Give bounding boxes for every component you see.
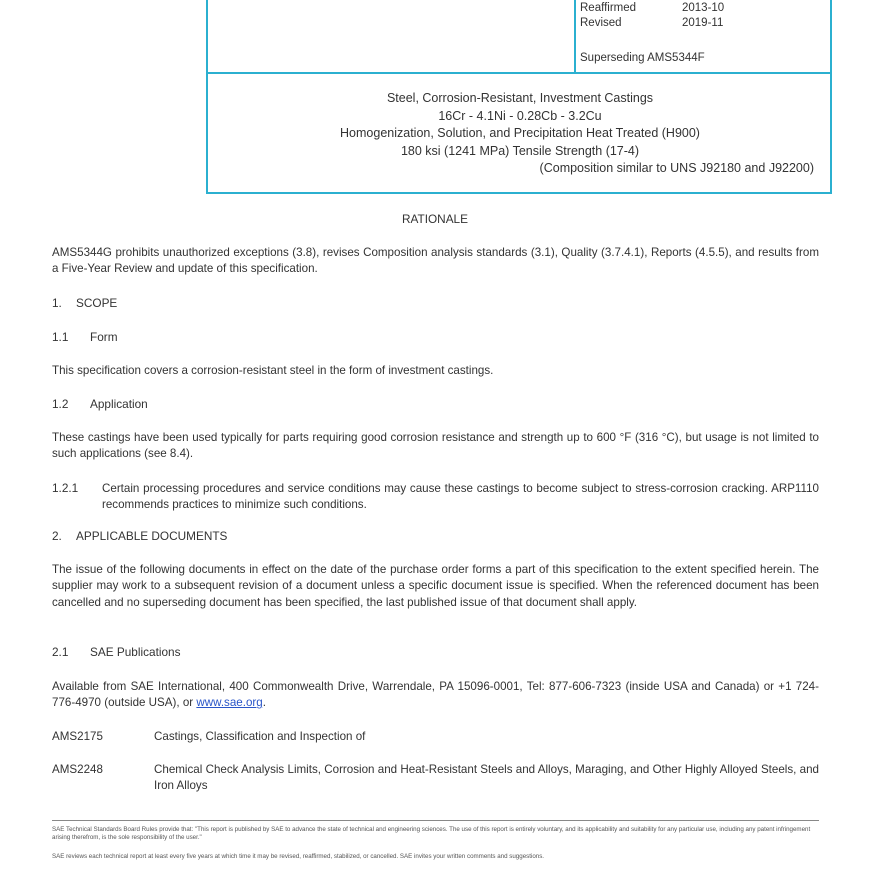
footer-disclaimer: SAE Technical Standards Board Rules provide that: "This report is published by SAE to advance the state of technical and engineering sciences. The use of this report is entirely voluntary, and its applicability and suitability for any particular use, including any patent infringement arising therefrom, is the sole responsibility of the user." <box>52 826 811 841</box>
section-1-1-number: 1.1 <box>52 330 69 344</box>
sae-address-text: Available from SAE International, 400 Commonwealth Drive, Warrendale, PA 15096-0001, Tel: 877-606-7323 (inside USA and Canada) or +1 724-776-4970 (outside USA), or <box>52 680 819 710</box>
section-1-number: 1. <box>52 296 62 310</box>
title-line-2: 16Cr - 4.1Ni - 0.28Cb - 3.2Cu <box>438 108 602 123</box>
section-1-1-text: This specification covers a corrosion-resistant steel in the form of investment castings. <box>52 364 494 377</box>
reference-code-1: AMS2175 <box>52 730 103 743</box>
section-2-title: APPLICABLE DOCUMENTS <box>76 529 228 543</box>
title-block <box>210 90 830 178</box>
header-left-box <box>206 0 576 74</box>
section-1-2-text: These castings have been used typically for parts requiring good corrosion resistance and strength up to 600 °F (316 °C), but usage is not limited to such applications (see 8.4). <box>52 431 819 461</box>
section-2-number: 2. <box>52 529 62 543</box>
section-1-2-title: Application <box>90 397 148 411</box>
title-line-1: Steel, Corrosion-Resistant, Investment Castings <box>386 91 654 105</box>
section-2-1-text <box>52 679 819 712</box>
rationale-heading: RATIONALE <box>402 212 468 226</box>
reference-code-2: AMS2248 <box>52 763 103 776</box>
reaffirmed-label: Reaffirmed <box>580 2 637 14</box>
title-line-3: Homogenization, Solution, and Precipitation Heat Treated (H900) <box>340 126 700 140</box>
reaffirmed-date: 2013-10 <box>682 2 725 14</box>
superseding-note: Superseding AMS5344F <box>580 52 705 64</box>
title-line-5: (Composition similar to UNS J92180 and J92200) <box>539 161 814 175</box>
section-2-1-number: 2.1 <box>52 645 69 659</box>
revised-date: 2019-11 <box>682 17 724 29</box>
rationale-text: AMS5344G prohibits unauthorized exceptions (3.8), revises Composition analysis standards (3.1), Quality (3.7.4.1), Reports (4.5.5), and results from a Five-Year Review and update of this specification. <box>52 246 819 276</box>
reference-title-2: Chemical Check Analysis Limits, Corrosion and Heat-Resistant Steels and Alloys, Maraging, and Other Highly Alloyed Steels, and Iron Alloys <box>154 763 819 793</box>
title-line-4: 180 ksi (1241 MPa) Tensile Strength (17-4) <box>400 143 640 158</box>
sae-website-link[interactable]: www.sae.org <box>196 696 263 710</box>
section-1-title: SCOPE <box>76 296 118 310</box>
section-1-2-1-text: Certain processing procedures and service conditions may cause these castings to become subject to stress-corrosion cracking. ARP1110 recommends practices to minimize such conditions. <box>102 482 819 512</box>
reference-title-1: Castings, Classification and Inspection of <box>154 730 366 743</box>
section-1-2-number: 1.2 <box>52 397 69 411</box>
section-1-2-1-number: 1.2.1 <box>52 481 79 495</box>
section-2-1-title: SAE Publications <box>90 645 181 659</box>
revised-label: Revised <box>580 17 622 29</box>
section-2-text: The issue of the following documents in effect on the date of the purchase order forms a part of this specification to the extent specified herein. The supplier may work to a subsequent revision of a document unless a specific document issue is specified. When the referenced document has been cancelled and no superseding document has been specified, the last published issue of that document shall apply. <box>52 563 819 609</box>
sae-address-end: . <box>262 696 266 710</box>
section-1-1-title: Form <box>90 330 118 344</box>
footer-review-note: SAE reviews each technical report at least every five years at which time it may be revised, reaffirmed, stabilized, or cancelled. SAE invites your written comments and suggestions. <box>52 853 545 860</box>
footer-divider <box>52 820 819 821</box>
